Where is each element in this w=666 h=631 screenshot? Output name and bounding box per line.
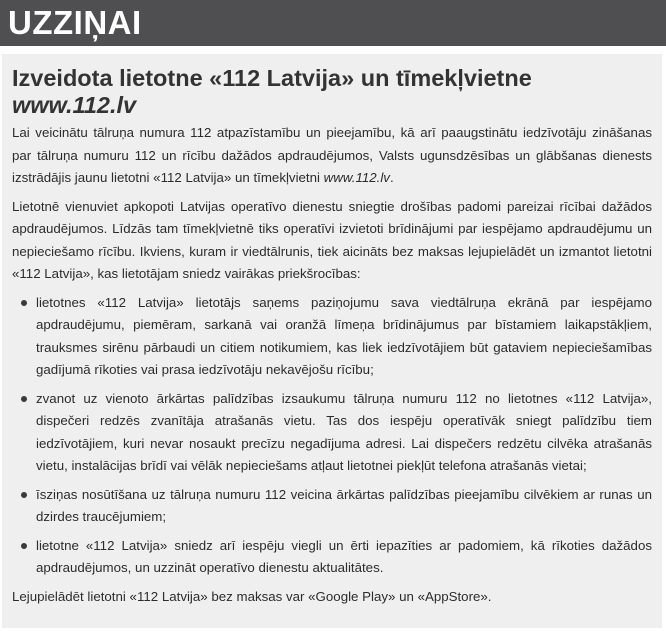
benefits-list — [12, 292, 652, 580]
bullet-icon — [21, 492, 27, 498]
list-item-text: īsziņas nosūtīšana uz tālruņa numuru 112 veicina ārkārtas palīdzības pieejamību cilvēkiem ar runas un dzirdes traucējumiem; — [36, 486, 652, 524]
list-item-text: zvanot uz vienoto ārkārtas palīdzības izsaukumu tālruņa numuru 112 no lietotnes «112 Latvija», dispečeri redzēs zvanītāja atrašanās vietu. Tas dos iespēju operatīvāk sniegt palīdzību tiem iedzīvotājiem, kuri nevar nosaukt precīzu negadījuma adresi. Lai dispečers redzētu cilvēka atrašanās vietu, instalācijas brīdī vai vēlāk nepieciešams atļaut lietotnei piekļūt telefona atrašanās vietai; — [36, 390, 652, 473]
article-body — [12, 122, 652, 614]
section-header-bar — [0, 0, 666, 46]
section-header-title: UZZIŅAI — [8, 4, 142, 41]
list-item — [12, 388, 652, 478]
bullet-icon — [21, 300, 27, 306]
article-title-text: Izveidota lietotne «112 Latvija» un tīmekļvietne — [12, 65, 532, 91]
bullet-icon — [21, 396, 27, 402]
intro-text: Lai veicinātu tālruņa numura 112 atpazīstamību un pieejamību, kā arī paaugstinātu iedzīvotāju zināšanas par tālruņa numuru 112 un rīcību dažādos apdraudējumos, Valsts ugunsdzēsības un glābšanas dienests izstrādājis jaunu lietotni «112 Latvija» un tīmekļvietni — [12, 125, 652, 185]
article-title — [12, 65, 652, 119]
article-title-url: www.112.lv — [12, 92, 137, 118]
list-item — [12, 484, 652, 529]
list-item-text: lietotne «112 Latvija» sniedz arī iespēju viegli un ērti iepazīties ar padomiem, kā rīkoties dažādos apdraudējumos, un uzzināt operatīvo dienestu aktualitātes. — [36, 537, 652, 575]
list-item-text: lietotnes «112 Latvija» lietotājs saņems paziņojumu sava viedtālruņa ekrānā par iespējamo apdraudējumu, piemēram, sarkanā vai oranžā līmeņa brīdinājumus par bīstamiem laikapstākļiem, trauksmes sirēnu pārbaudi un citiem notikumiem, kas liek iedzīvotājiem būt gataviem nepieciešamības gadījumā rīkoties vai prasa iedzīvotāju nekavējošu rīcību; — [36, 294, 652, 377]
list-item — [12, 535, 652, 580]
closing-paragraph: Lejupielādēt lietotni «112 Latvija» bez maksas var «Google Play» un «AppStore». — [12, 588, 492, 604]
intro-paragraph — [12, 122, 652, 190]
list-item — [12, 292, 652, 382]
bullet-icon — [21, 543, 27, 549]
benefits-paragraph: Lietotnē vienuviet apkopoti Latvijas operatīvo dienestu sniegtie drošības padomi pareizai rīcībai dažādos apdraudējumos. Līdzās tam tīmekļvietnē tiks operatīvi izvietoti brīdinājumi par iespējamo apdraudējumu un nepieciešamo rīcību. Ikviens, kuram ir viedtālrunis, tiek aicināts bez maksas lejupielādēt un izmantot lietotni «112 Latvija», kas lietotājam sniedz vairākas priekšrocības: — [12, 198, 652, 281]
intro-end: . — [389, 170, 394, 185]
intro-url: www.112.lv — [323, 170, 390, 185]
